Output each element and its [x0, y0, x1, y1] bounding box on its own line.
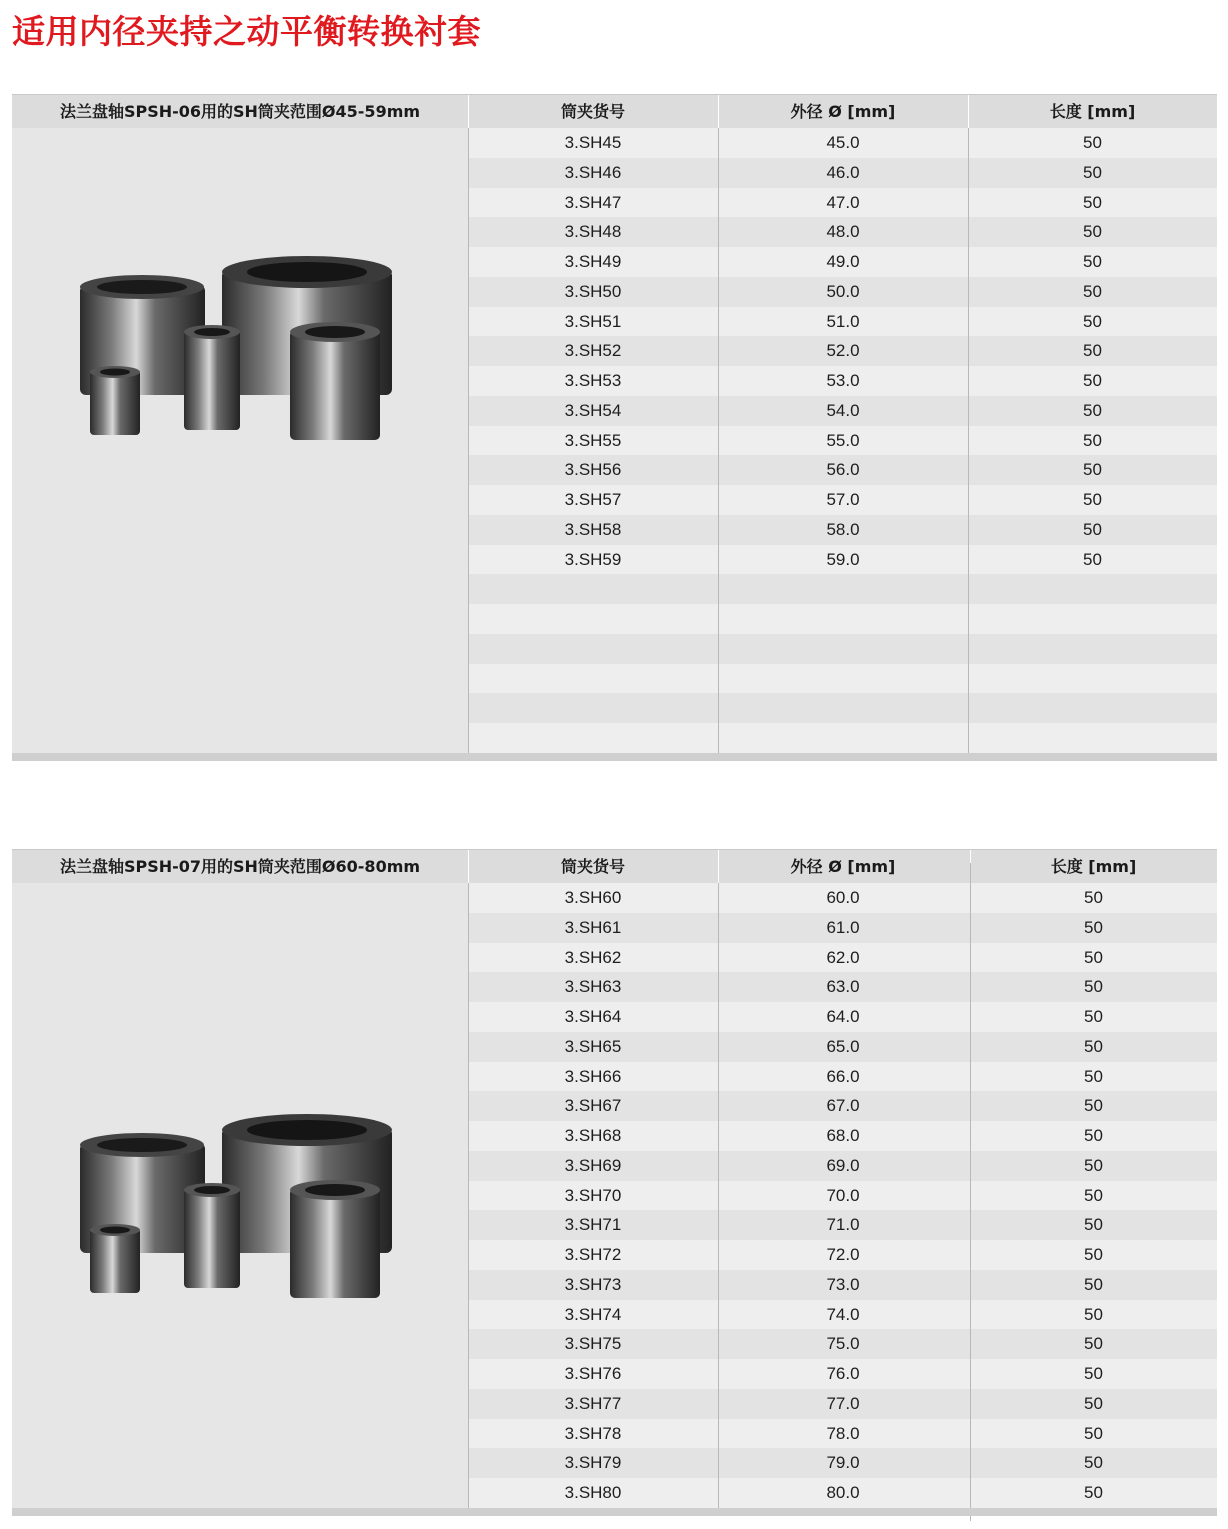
cell-length: 50: [1084, 1245, 1103, 1264]
cell-outer-diameter: 77.0: [826, 1393, 860, 1413]
cell-outer-diameter: 57.0: [826, 490, 860, 509]
cell-part-number: 3.SH70: [564, 1185, 622, 1205]
cell-length: 50: [1084, 1155, 1103, 1175]
cell-part-number: 3.SH64: [564, 1007, 622, 1026]
cell-part-number: 3.SH55: [564, 430, 622, 450]
cell-part-number: 3.SH47: [564, 192, 622, 212]
image-panel: [12, 883, 468, 1508]
cell-part-number: 3.SH63: [564, 977, 622, 997]
table-row: [468, 247, 1217, 277]
cell-part-number: 3.SH59: [564, 549, 622, 569]
cell-part-number: 3.SH67: [564, 1096, 622, 1116]
cell-length: [968, 574, 1217, 604]
cell-outer-diameter: 59.0: [826, 549, 860, 569]
cell-length: 50: [1084, 1453, 1103, 1473]
cell-part-number: 3.SH76: [564, 1364, 622, 1383]
cell-outer-diameter: 71.0: [826, 1215, 860, 1235]
table-row: [468, 1389, 1217, 1419]
cell-outer-diameter: 76.0: [826, 1364, 860, 1383]
cell-length: 50: [1084, 977, 1103, 997]
cell-outer-diameter: 68.0: [826, 1126, 860, 1145]
cell-outer-diameter: 67.0: [826, 1096, 860, 1116]
cell-part-number: 3.SH68: [564, 1126, 622, 1145]
table-row: [468, 1181, 1217, 1211]
header-length: 长度 [mm]: [1050, 857, 1137, 876]
cell-length: 50: [1083, 192, 1102, 212]
cell-outer-diameter: 46.0: [826, 162, 860, 182]
cell-outer-diameter: 53.0: [826, 371, 860, 390]
cell-length: 50: [1084, 1215, 1103, 1235]
cell-part-number: 3.SH72: [564, 1245, 622, 1264]
cell-length: 50: [1084, 947, 1103, 967]
cell-length: [968, 604, 1217, 634]
cell-outer-diameter: 72.0: [826, 1245, 860, 1264]
table-row: [468, 883, 1217, 913]
cell-length: 50: [1084, 1007, 1103, 1026]
cell-part-number: [468, 574, 718, 604]
cell-outer-diameter: 56.0: [826, 460, 860, 480]
cell-part-number: 3.SH56: [564, 460, 622, 480]
cell-part-number: 3.SH46: [564, 162, 622, 182]
cell-part-number: 3.SH61: [564, 917, 622, 937]
table-row: [468, 396, 1217, 426]
cell-length: 50: [1084, 1126, 1103, 1145]
cell-outer-diameter: 74.0: [826, 1304, 860, 1324]
cell-part-number: [468, 664, 718, 694]
table-row: [468, 574, 1217, 604]
cell-length: 50: [1083, 341, 1102, 361]
cell-part-number: 3.SH79: [564, 1453, 622, 1473]
page-title: 适用内径夹持之动平衡转换衬套: [12, 12, 481, 51]
table-row: [468, 664, 1217, 694]
cell-outer-diameter: 50.0: [826, 281, 860, 301]
cell-part-number: [468, 723, 718, 753]
table-row: [468, 455, 1217, 485]
table-header: [12, 849, 1217, 883]
cell-length: [968, 723, 1217, 753]
cell-outer-diameter: 70.0: [826, 1185, 860, 1205]
cell-outer-diameter: 75.0: [826, 1334, 860, 1354]
table-row: [468, 723, 1217, 753]
cell-length: 50: [1083, 400, 1102, 420]
table-row: [468, 693, 1217, 723]
cell-part-number: 3.SH66: [564, 1066, 622, 1086]
table-row: [468, 366, 1217, 396]
header-outer-diameter: 外径 Ø [mm]: [790, 102, 896, 121]
table-row: [468, 943, 1217, 973]
cell-part-number: 3.SH71: [564, 1215, 622, 1235]
table-row: [468, 158, 1217, 188]
cell-part-number: 3.SH52: [564, 341, 622, 361]
table-body: [468, 883, 1217, 1513]
cell-length: 50: [1083, 519, 1102, 539]
cell-part-number: 3.SH51: [564, 311, 622, 331]
cell-length: 50: [1084, 1274, 1103, 1294]
cell-length: 50: [1083, 430, 1102, 450]
cell-part-number: 3.SH58: [564, 519, 622, 539]
cell-length: [968, 693, 1217, 723]
cell-length: 50: [1084, 1364, 1103, 1383]
cell-length: 50: [1083, 133, 1102, 152]
cell-part-number: [468, 634, 718, 664]
image-panel: [12, 128, 468, 753]
table-footer-bar: [12, 753, 1217, 761]
cell-length: [968, 664, 1217, 694]
cell-part-number: 3.SH80: [564, 1483, 622, 1502]
table-row: [468, 336, 1217, 366]
cell-outer-diameter: 54.0: [826, 400, 860, 420]
table-row: [468, 1151, 1217, 1181]
cell-outer-diameter: 55.0: [826, 430, 860, 450]
table-row: [468, 1240, 1217, 1270]
cell-outer-diameter: 78.0: [826, 1423, 860, 1443]
table-row: [468, 1032, 1217, 1062]
cell-part-number: [468, 693, 718, 723]
cell-length: 50: [1083, 460, 1102, 480]
cell-part-number: 3.SH57: [564, 490, 622, 509]
table-row: [468, 1270, 1217, 1300]
cell-length: 50: [1083, 222, 1102, 242]
cell-outer-diameter: [718, 574, 968, 604]
table-row: [468, 128, 1217, 158]
cell-length: 50: [1084, 1096, 1103, 1116]
table-row: [468, 1062, 1217, 1092]
table-row: [468, 307, 1217, 337]
cell-outer-diameter: 51.0: [826, 311, 860, 331]
table-header: [12, 94, 1217, 128]
table-row: [468, 217, 1217, 247]
table-row: [468, 972, 1217, 1002]
cell-outer-diameter: 49.0: [826, 252, 860, 271]
header-part-number: 筒夹货号: [560, 102, 625, 121]
cell-outer-diameter: 69.0: [826, 1155, 860, 1175]
cell-length: [968, 634, 1217, 664]
product-table-spsh-06: [12, 94, 1217, 762]
cell-part-number: 3.SH50: [564, 281, 622, 301]
cell-outer-diameter: 65.0: [826, 1036, 860, 1056]
table-row: [468, 1002, 1217, 1032]
cell-outer-diameter: 52.0: [826, 341, 860, 361]
cell-part-number: 3.SH78: [564, 1423, 622, 1443]
table-row: [468, 515, 1217, 545]
cell-length: 50: [1084, 1185, 1103, 1205]
sleeves-photo: [72, 1108, 402, 1308]
cell-outer-diameter: 62.0: [826, 947, 860, 967]
cell-outer-diameter: 73.0: [826, 1274, 860, 1294]
table-row: [468, 426, 1217, 456]
cell-length: 50: [1083, 162, 1102, 182]
cell-length: 50: [1084, 1036, 1103, 1056]
header-range: 法兰盘轴SPSH-07用的SH筒夹范围Ø60-80mm: [59, 857, 421, 876]
cell-part-number: [468, 604, 718, 634]
cell-outer-diameter: 61.0: [826, 917, 860, 937]
cell-length: 50: [1084, 1483, 1103, 1502]
table-row: [468, 1419, 1217, 1449]
cell-part-number: 3.SH54: [564, 400, 622, 420]
cell-outer-diameter: 63.0: [826, 977, 860, 997]
table-row: [468, 1448, 1217, 1478]
cell-part-number: 3.SH49: [564, 252, 622, 271]
cell-outer-diameter: [718, 723, 968, 753]
cell-outer-diameter: 66.0: [826, 1066, 860, 1086]
cell-outer-diameter: [718, 634, 968, 664]
cell-length: 50: [1084, 1423, 1103, 1443]
cell-outer-diameter: [718, 604, 968, 634]
cell-length: 50: [1084, 917, 1103, 937]
cell-part-number: 3.SH53: [564, 371, 622, 390]
table-row: [468, 1329, 1217, 1359]
table-row: [468, 1359, 1217, 1389]
cell-length: 50: [1083, 490, 1102, 509]
table-body: [468, 128, 1217, 758]
sleeves-photo: [72, 250, 402, 450]
table-row: [468, 277, 1217, 307]
cell-length: 50: [1084, 1393, 1103, 1413]
cell-outer-diameter: 60.0: [826, 888, 860, 907]
table-row: [468, 1300, 1217, 1330]
header-part-number: 筒夹货号: [560, 857, 625, 876]
table-row: [468, 1121, 1217, 1151]
header-range: 法兰盘轴SPSH-06用的SH筒夹范围Ø45-59mm: [59, 102, 421, 121]
cell-outer-diameter: 80.0: [826, 1483, 860, 1502]
cell-part-number: 3.SH75: [564, 1334, 622, 1354]
cell-length: 50: [1083, 252, 1102, 271]
cell-outer-diameter: 48.0: [826, 222, 860, 242]
cell-outer-diameter: [718, 664, 968, 694]
table-row: [468, 188, 1217, 218]
cell-length: 50: [1083, 549, 1102, 569]
table-row: [468, 634, 1217, 664]
cell-part-number: 3.SH74: [564, 1304, 622, 1324]
cell-part-number: 3.SH62: [564, 947, 622, 967]
table-row: [468, 545, 1217, 575]
cell-outer-diameter: 58.0: [826, 519, 860, 539]
table-row: [468, 913, 1217, 943]
cell-part-number: 3.SH60: [564, 888, 622, 907]
cell-part-number: 3.SH65: [564, 1036, 622, 1056]
cell-length: 50: [1084, 1066, 1103, 1086]
cell-outer-diameter: 64.0: [826, 1007, 860, 1026]
header-outer-diameter: 外径 Ø [mm]: [790, 857, 896, 876]
table-row: [468, 485, 1217, 515]
table-row: [468, 604, 1217, 634]
table-row: [468, 1478, 1217, 1508]
cell-outer-diameter: 45.0: [826, 133, 860, 152]
cell-outer-diameter: 47.0: [826, 192, 860, 212]
cell-part-number: 3.SH45: [564, 133, 622, 152]
cell-length: 50: [1083, 281, 1102, 301]
cell-length: 50: [1084, 1334, 1103, 1354]
cell-outer-diameter: 79.0: [826, 1453, 860, 1473]
cell-part-number: 3.SH73: [564, 1274, 622, 1294]
cell-length: 50: [1083, 311, 1102, 331]
cell-part-number: 3.SH48: [564, 222, 622, 242]
table-row: [468, 1210, 1217, 1240]
header-length: 长度 [mm]: [1049, 102, 1136, 121]
product-table-spsh-07: [12, 849, 1217, 1521]
cell-length: 50: [1083, 371, 1102, 390]
cell-length: 50: [1084, 1304, 1103, 1324]
cell-part-number: 3.SH77: [564, 1393, 622, 1413]
table-footer-bar: [12, 1508, 1217, 1516]
table-row: [468, 1091, 1217, 1121]
cell-length: 50: [1084, 888, 1103, 907]
cell-part-number: 3.SH69: [564, 1155, 622, 1175]
cell-outer-diameter: [718, 693, 968, 723]
